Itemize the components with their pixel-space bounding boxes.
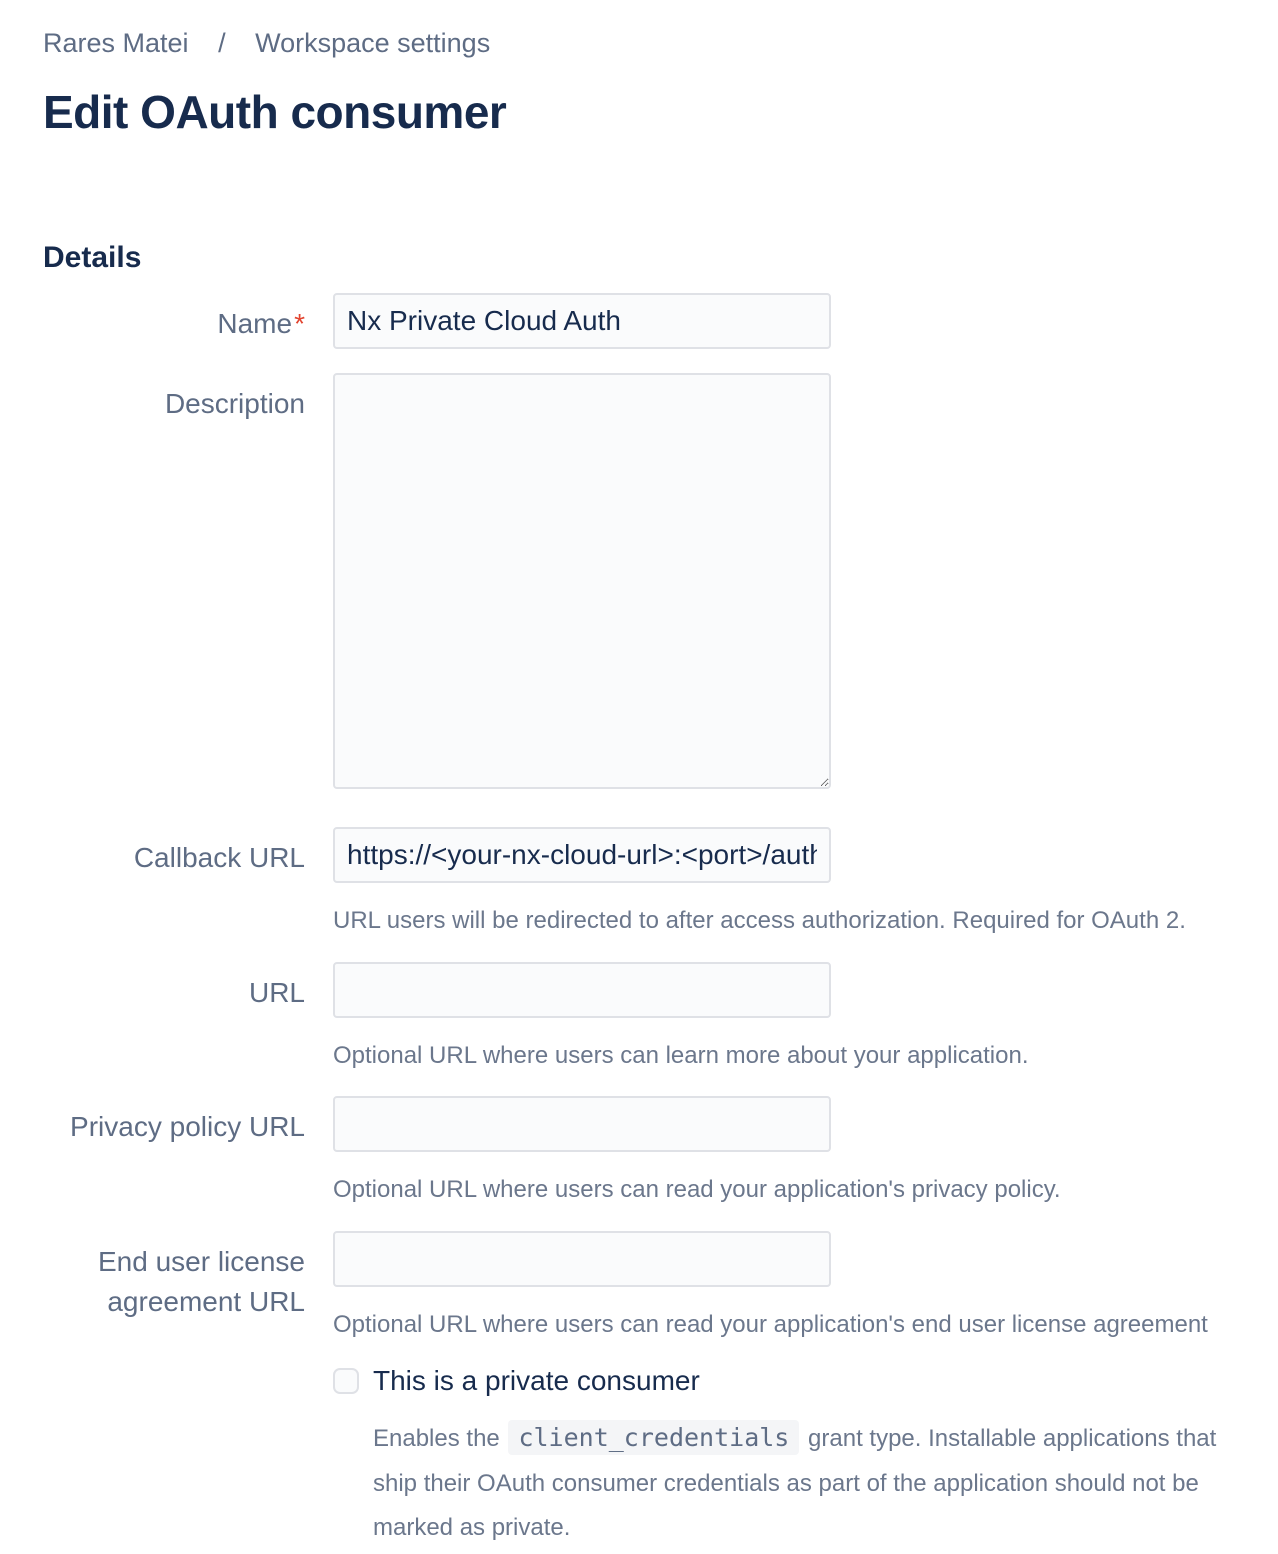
description-label: Description [164, 388, 305, 419]
url-input[interactable] [333, 962, 831, 1018]
callback-url-helper: URL users will be redirected to after access authorization. Required for OAuth 2. [333, 907, 1186, 934]
form-row-eula-url [43, 1231, 1235, 1342]
breadcrumb-user-link[interactable]: Rares Matei [43, 28, 189, 58]
name-label [43, 293, 333, 345]
url-label: URL [248, 976, 305, 1008]
form-row-privacy-policy-url [43, 1096, 1235, 1207]
details-heading: Details [43, 241, 142, 274]
privacy-policy-url-label: Privacy policy URL [70, 1111, 305, 1143]
form-row-private-consumer [43, 1365, 1235, 1550]
privacy-policy-url-helper: Optional URL where users can read your application's privacy policy. [333, 1176, 1061, 1204]
private-consumer-description-before: Enables the [373, 1425, 507, 1453]
client-credentials-code-chip: client_credentials [508, 1420, 799, 1455]
private-consumer-label-spacer [43, 1365, 333, 1376]
form-row-callback-url [43, 827, 1235, 938]
private-consumer-description-after: grant type. Installable applications that ship their OAuth consumer credentials as part of the application should not be marked as private. [373, 1425, 1217, 1542]
eula-url-helper: Optional URL where users can read your application's end user license agreement [333, 1310, 1208, 1338]
name-input[interactable] [333, 293, 831, 349]
private-consumer-checkbox[interactable] [333, 1368, 359, 1394]
eula-url-label: End user license agreement URL [97, 1245, 305, 1318]
description-textarea[interactable] [333, 373, 831, 789]
form-row-url [43, 962, 1235, 1073]
callback-url-input[interactable] [333, 827, 831, 883]
breadcrumb [43, 28, 1235, 59]
oauth-consumer-form [43, 293, 1235, 1551]
private-consumer-checkbox-row[interactable] [333, 1365, 1235, 1397]
name-label-text: Name [217, 308, 293, 339]
page-title: Edit OAuth consumer [43, 86, 507, 138]
eula-url-input[interactable] [333, 1231, 831, 1287]
callback-url-label: Callback URL [133, 842, 305, 873]
breadcrumb-separator: / [218, 28, 226, 58]
form-row-name [43, 293, 1235, 349]
breadcrumb-workspace-settings-link[interactable]: Workspace settings [255, 28, 491, 58]
form-row-description [43, 373, 1235, 794]
private-consumer-label: This is a private consumer [373, 1365, 700, 1397]
url-helper: Optional URL where users can learn more about your application. [333, 1041, 1029, 1069]
required-asterisk: * [294, 308, 305, 339]
private-consumer-description [373, 1415, 1218, 1550]
privacy-policy-url-input[interactable] [333, 1096, 831, 1152]
